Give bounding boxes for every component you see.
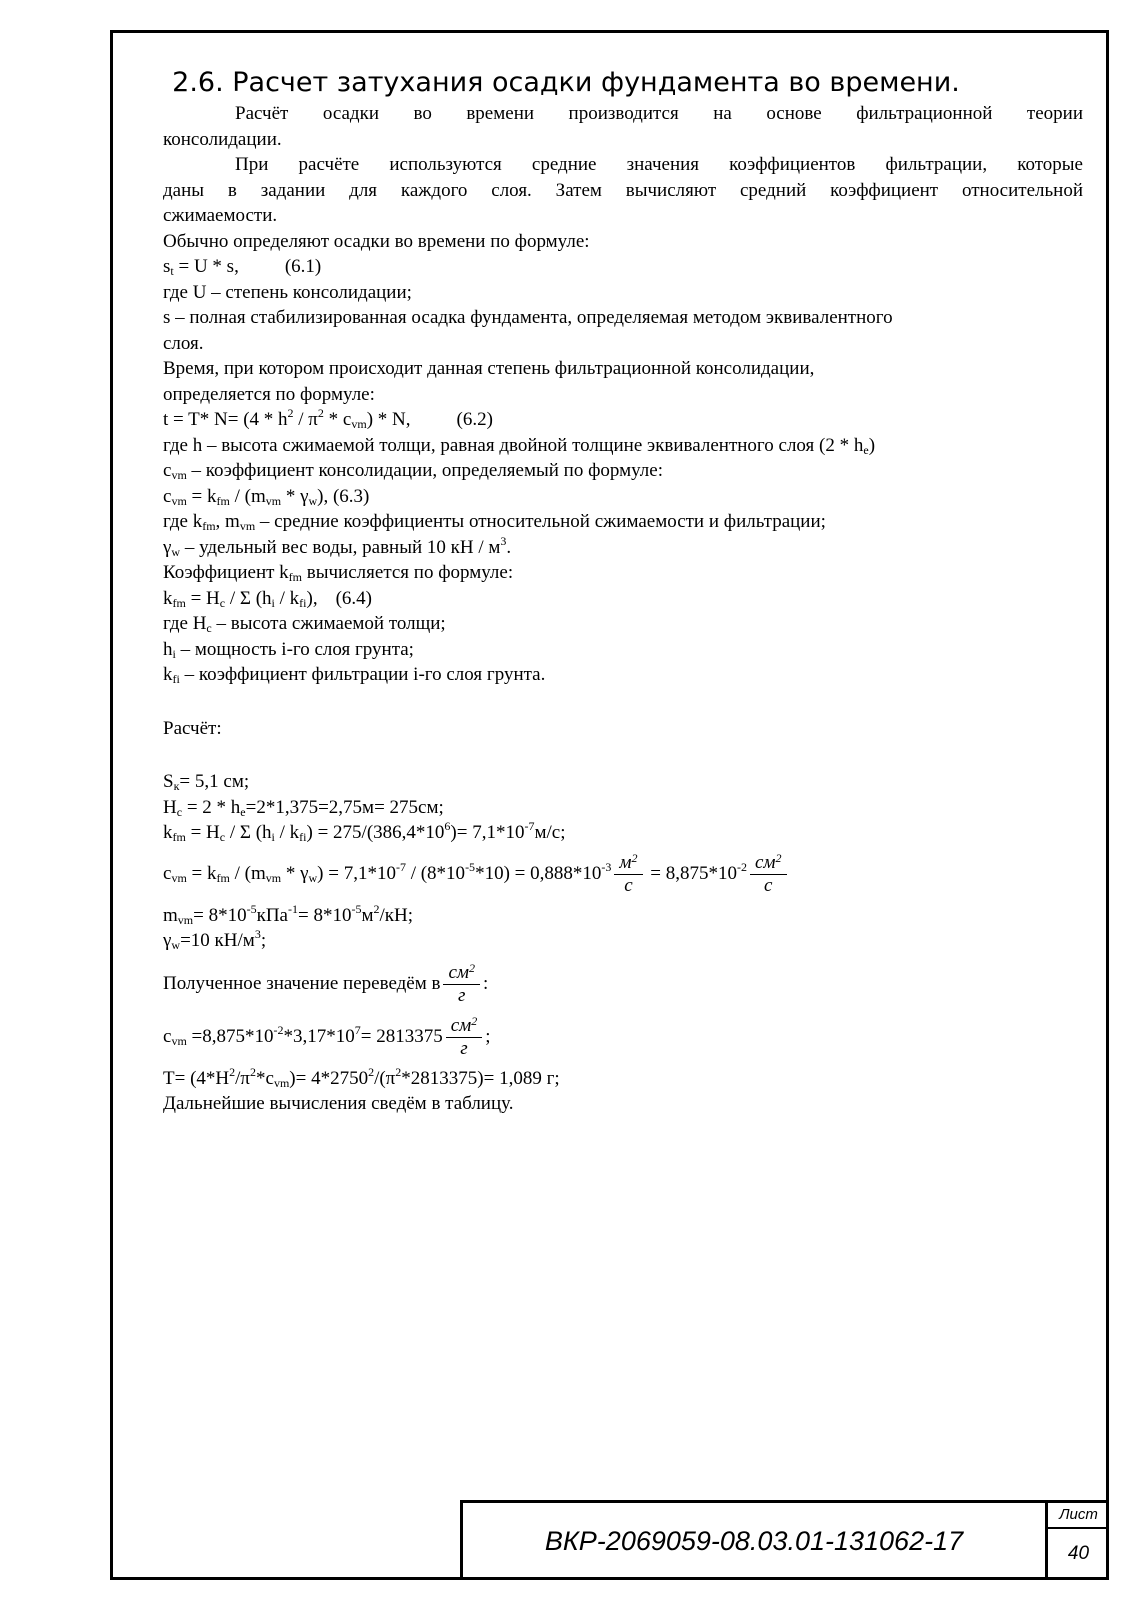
formula-6-4: $k_{fm} = H_c / \Sigma$ $(h_i / k_{fi})$, (6.4) <box>163 587 372 610</box>
formula-6-3: $c_{vm} = k_{fm} / (m_{vm} * \gamma_w)$, (6.3) <box>163 485 370 508</box>
definition: $\gamma_w$ – удельный вес воды, равный 10 кН / $м^3$. <box>163 533 512 559</box>
calc-line: Полученное значение переведём в $см^2$ г : <box>163 960 489 1006</box>
definition: где U – степень консолидации; <box>163 281 412 303</box>
calc-line: $S_к= 5,1$ см; <box>163 771 250 793</box>
definition: слоя. <box>163 332 204 354</box>
paragraph: сжимаемости. <box>163 205 278 226</box>
paragraph: Обычно определяют осадки во времени по формуле: <box>163 230 590 252</box>
definition: где $k_{fm}$, $m_{vm}$ – средние коэффициенты относительной сжимаемости и фильтрации; <box>163 511 826 533</box>
calc-line: $k_{fm} = H_c / \Sigma$ $(h_i / k_{fi}) = 275/(386,4*10^6)= 7,1*10^{-7}м/с$; <box>163 819 566 844</box>
formula-6-2: t = T* $N= (4 * h^2 / \pi^2 * c_{vm}) * N$, (6.2) <box>163 406 493 431</box>
definition: где $H_c$ – высота сжимаемой толщи; <box>163 613 446 635</box>
calc-line: $\gamma_w=10$ $кН/м^3$; <box>163 927 267 952</box>
fraction: $см^2$ г <box>446 1015 483 1060</box>
definition: s – полная стабилизированная осадка фундамента, определяемая методом эквивалентного <box>163 307 893 328</box>
sheet-number: 40 <box>1067 1543 1090 1564</box>
calc-line: $T= (4*H^2/\pi^2*c_{vm})= 4*2750^2/(\pi^2*2813375)= 1,089$ г; <box>163 1064 560 1090</box>
body-text <box>163 101 1083 1117</box>
fraction: $см^2$ с <box>750 852 787 897</box>
calc-heading: Расчёт: <box>163 717 222 739</box>
formula-6-1: $s_t = U * s$, (6.1) <box>163 256 322 278</box>
paragraph: определяется по формуле: <box>163 383 375 405</box>
document-code: ВКР-2069059-08.03.01-131062-17 <box>544 1526 964 1556</box>
title-block <box>460 1500 1109 1580</box>
definition: $k_{fi}$ – коэффициент фильтрации i-го слоя грунта. <box>163 664 546 686</box>
calc-line: $c_{vm} =8,875*10^{-2}*3,17*10^7= 2813375$ $см^2$ г ; <box>163 1013 491 1059</box>
paragraph: консолидации. <box>163 128 282 150</box>
paragraph: Расчёт осадки во времени производится на основе фильтрационной теории <box>235 103 1083 124</box>
sheet-label: Лист <box>1048 1503 1109 1529</box>
fraction: $см^2$ г <box>443 962 480 1007</box>
section-title: 2.6. Расчет затухания осадки фундамента во времени. <box>172 67 960 98</box>
fraction: $м^2$ с <box>614 852 642 897</box>
paragraph: Коэффициент $k_{fm}$ вычисляется по формуле: <box>163 562 514 584</box>
calc-line: $c_{vm} = k_{fm} / (m_{vm} * \gamma_w) = 7,1*10^{-7} / (8*10^{-5}*10) = 0,888*10^{-3}$ $м^2$ с = $8,875*10^{-2}$ $см^2$ с <box>163 852 1083 897</box>
definition: где h – высота сжимаемой толщи, равная двойной толщине эквивалентного слоя $(2 * h_e)$ <box>163 434 876 457</box>
calc-line: $H_c = 2 * h_e=2*1,375=2,75м= 275см$; <box>163 796 444 819</box>
paragraph: Время, при котором происходит данная степень фильтрационной консолидации, <box>163 358 815 379</box>
paragraph: даны в задании для каждого слоя. Затем вычисляют средний коэффициент относительной <box>163 179 1083 201</box>
calc-line: $m_{vm}= 8*10^{-5}кПа^{-1}= 8*10^{-5}м^2/кН$; <box>163 901 413 927</box>
paragraph: При расчёте используются средние значения коэффициентов фильтрации, которые <box>235 154 1083 175</box>
sheet-cell <box>1045 1503 1109 1580</box>
definition: $h_i$ – мощность i-го слоя грунта; <box>163 638 414 661</box>
definition: $c_{vm}$ – коэффициент консолидации, определяемый по формуле: <box>163 460 663 482</box>
paragraph: Дальнейшие вычисления сведём в таблицу. <box>163 1093 514 1114</box>
